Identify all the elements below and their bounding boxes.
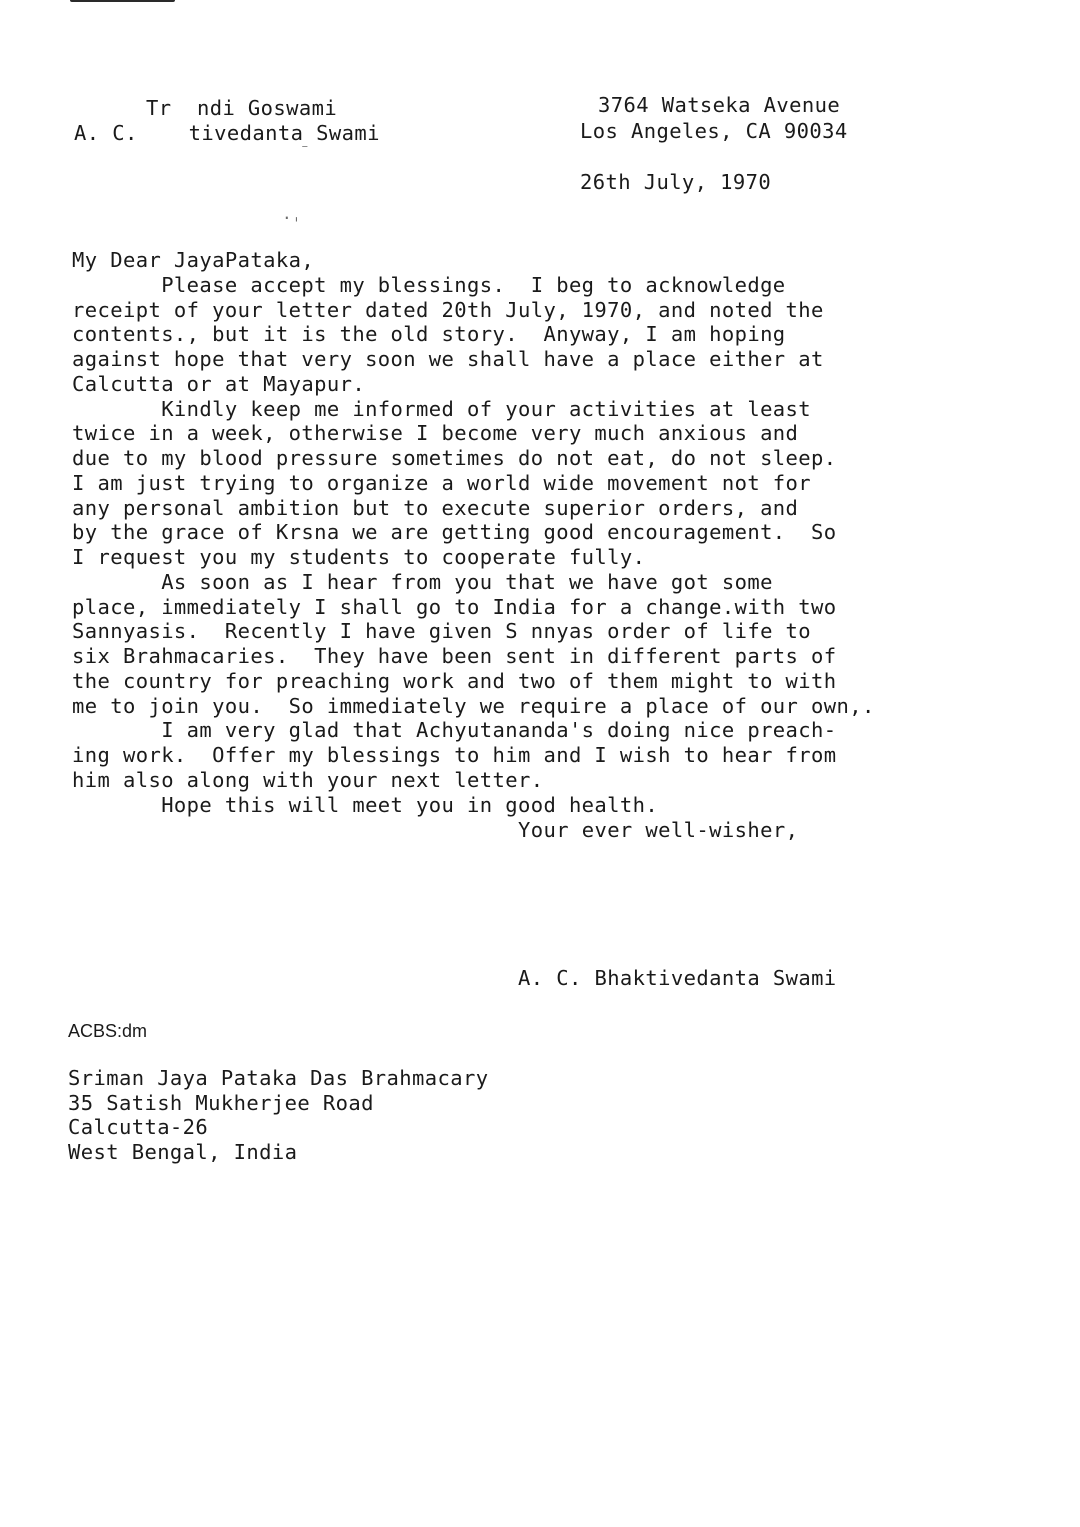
valediction: Your ever well-wisher, [518, 818, 799, 842]
body-line: Sannyasis. Recently I have given S nnyas order of life to [72, 619, 812, 644]
scan-mark [70, 0, 175, 2]
body-line: I request you my students to cooperate fully. [72, 545, 646, 569]
letter-body [72, 248, 1032, 817]
body-line: six Brahmacaries. They have been sent in different parts of [72, 644, 837, 668]
body-line: place, immediately I shall go to India for a change.with two [72, 594, 837, 619]
body-line: any personal ambition but to execute superior orders, and [72, 495, 799, 520]
body-line: by the grace of Krsna we are getting good encouragement. So [72, 520, 837, 545]
body-line: I am just trying to organize a world wide movement not for [72, 470, 812, 495]
body-line: I am very glad that Achyutananda's doing nice preach- [72, 718, 837, 743]
recipient-line: West Bengal, India [68, 1139, 298, 1164]
body-line: due to my blood pressure sometimes do not eat, do not sleep. [72, 446, 837, 470]
letter-date: 26th July, 1970 [580, 170, 772, 194]
signature-name: A. C. Bhaktivedanta Swami [518, 966, 837, 990]
scan-smudge: ⁻ [300, 140, 310, 159]
body-line: My Dear JayaPataka, [72, 248, 315, 272]
recipient-line: Sriman Jaya Pataka Das Brahmacary [68, 1066, 489, 1090]
recipient-line: Calcutta-26 [68, 1115, 209, 1139]
address-line-1: 3764 Watseka Avenue [598, 93, 841, 117]
body-line: twice in a week, otherwise I become very much anxious and [72, 421, 799, 446]
address-line-2: Los Angeles, CA 90034 [580, 119, 848, 143]
recipient-line: 35 Satish Mukherjee Road [68, 1090, 374, 1115]
reference-initials: ACBS:dm [68, 1021, 148, 1041]
body-line: Hope this will meet you in good health. [72, 792, 659, 817]
body-line: receipt of your letter dated 20th July, 1970, and noted the [72, 297, 824, 322]
body-line: Kindly keep me informed of your activities at least [72, 396, 812, 421]
body-line: him also along with your next letter. [72, 767, 544, 792]
body-line: ing work. Offer my blessings to him and I wish to hear from [72, 743, 837, 767]
body-line: contents., but it is the old story. Anyway, I am hoping [72, 322, 786, 347]
scan-smudge: .ˌ [282, 204, 302, 223]
body-line: Calcutta or at Mayapur. [72, 371, 366, 396]
recipient-address [68, 1066, 489, 1164]
body-line: As soon as I hear from you that we have got some [72, 569, 773, 594]
sender-line-2: A. C. tivedanta Swami [74, 121, 380, 145]
body-line: the country for preaching work and two of them might to with [72, 668, 837, 693]
body-line: Please accept my blessings. I beg to acknowledge [72, 272, 786, 297]
body-line: against hope that very soon we shall have a place either at [72, 347, 824, 371]
sender-line-1: Tr ndi Goswami [146, 96, 338, 120]
body-line: me to join you. So immediately we require a place of our own,. [72, 693, 875, 718]
